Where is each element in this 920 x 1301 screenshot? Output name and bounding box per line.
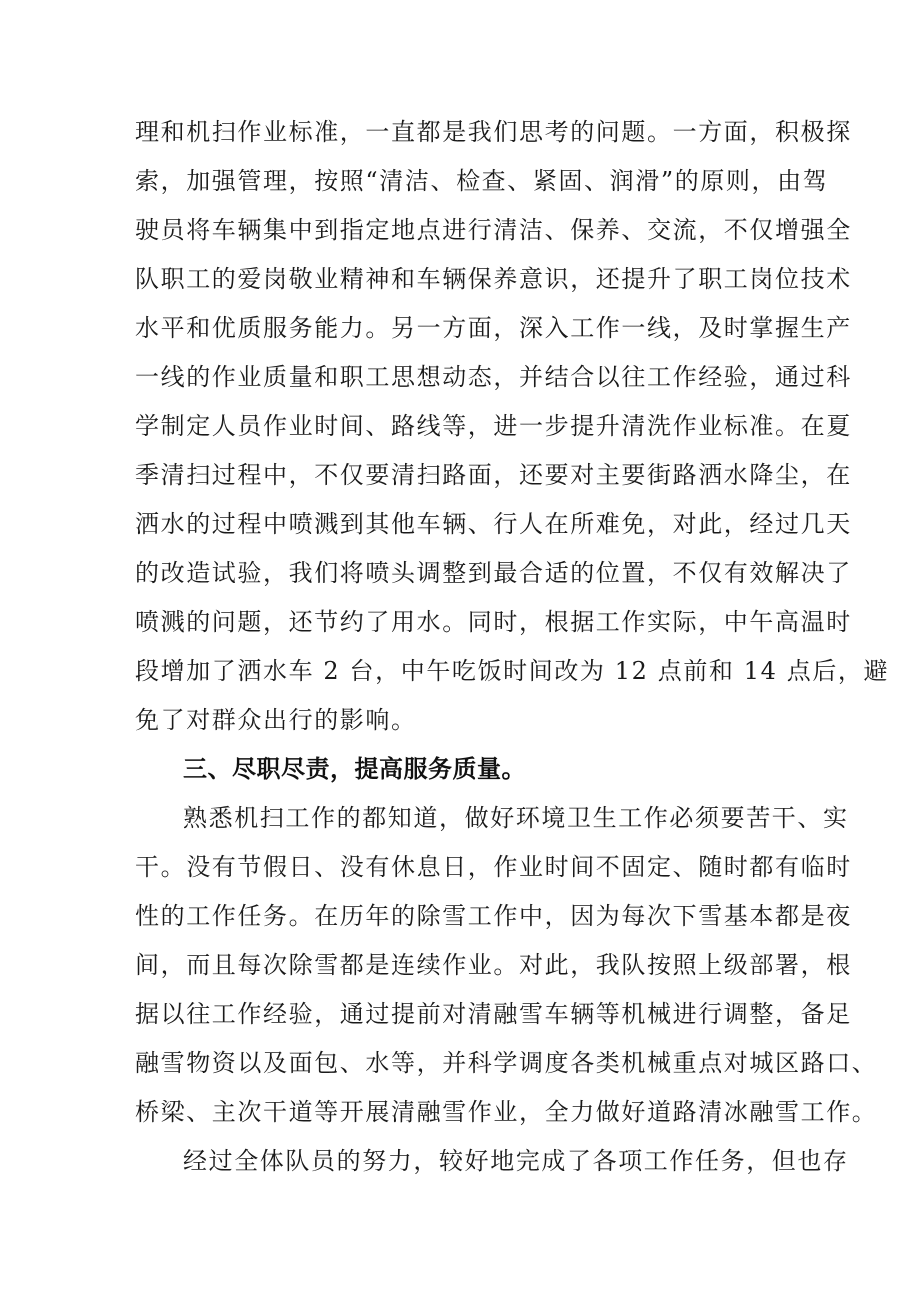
paragraph-2-line-3: 性的工作任务。在历年的除雪工作中，因为每次下雪基本都是夜 xyxy=(135,902,852,930)
paragraph-1-line-5: 水平和优质服务能力。另一方面，深入工作一线，及时掌握生产 xyxy=(135,314,852,342)
paragraph-3-line-1: 经过全体队员的努力，较好地完成了各项工作任务，但也存 xyxy=(183,1147,849,1175)
paragraph-1-line-4: 队职工的爱岗敬业精神和车辆保养意识，还提升了职工岗位技术 xyxy=(135,265,852,293)
paragraph-1-line-1: 理和机扫作业标准，一直都是我们思考的问题。一方面，积极探 xyxy=(135,118,852,146)
paragraph-2-line-6: 融雪物资以及面包、水等，并科学调度各类机械重点对城区路口、 xyxy=(135,1049,878,1077)
paragraph-1-line-12: 段增加了洒水车 2 台，中午吃饭时间改为 12 点前和 14 点后，避 xyxy=(135,657,890,685)
paragraph-1-line-10: 的改造试验，我们将喷头调整到最合适的位置，不仅有效解决了 xyxy=(135,559,852,587)
paragraph-1-line-13: 免了对群众出行的影响。 xyxy=(135,706,417,734)
paragraph-1-line-8: 季清扫过程中，不仅要清扫路面，还要对主要街路洒水降尘，在 xyxy=(135,461,852,489)
section-heading-3: 三、尽职尽责，提高服务质量。 xyxy=(183,755,526,783)
paragraph-1-line-6: 一线的作业质量和职工思想动态，并结合以往工作经验，通过科 xyxy=(135,363,852,391)
paragraph-2-line-1: 熟悉机扫工作的都知道，做好环境卫生工作必须要苦干、实 xyxy=(183,804,849,832)
paragraph-2-line-2: 干。没有节假日、没有休息日，作业时间不固定、随时都有临时 xyxy=(135,853,852,881)
paragraph-1-line-7: 学制定人员作业时间、路线等，进一步提升清洗作业标准。在夏 xyxy=(135,412,852,440)
paragraph-2-line-7: 桥梁、主次干道等开展清融雪作业，全力做好道路清冰融雪工作。 xyxy=(135,1098,878,1126)
paragraph-2-line-4: 间，而且每次除雪都是连续作业。对此，我队按照上级部署，根 xyxy=(135,951,852,979)
paragraph-2-line-5: 据以往工作经验，通过提前对清融雪车辆等机械进行调整，备足 xyxy=(135,1000,852,1028)
paragraph-1-line-9: 洒水的过程中喷溅到其他车辆、行人在所难免，对此，经过几天 xyxy=(135,510,852,538)
paragraph-1-line-2: 索，加强管理，按照“清洁、检查、紧固、润滑”的原则，由驾 xyxy=(135,167,829,195)
paragraph-1-line-11: 喷溅的问题，还节约了用水。同时，根据工作实际，中午高温时 xyxy=(135,608,852,636)
paragraph-1-line-3: 驶员将车辆集中到指定地点进行清洁、保养、交流，不仅增强全 xyxy=(135,216,852,244)
